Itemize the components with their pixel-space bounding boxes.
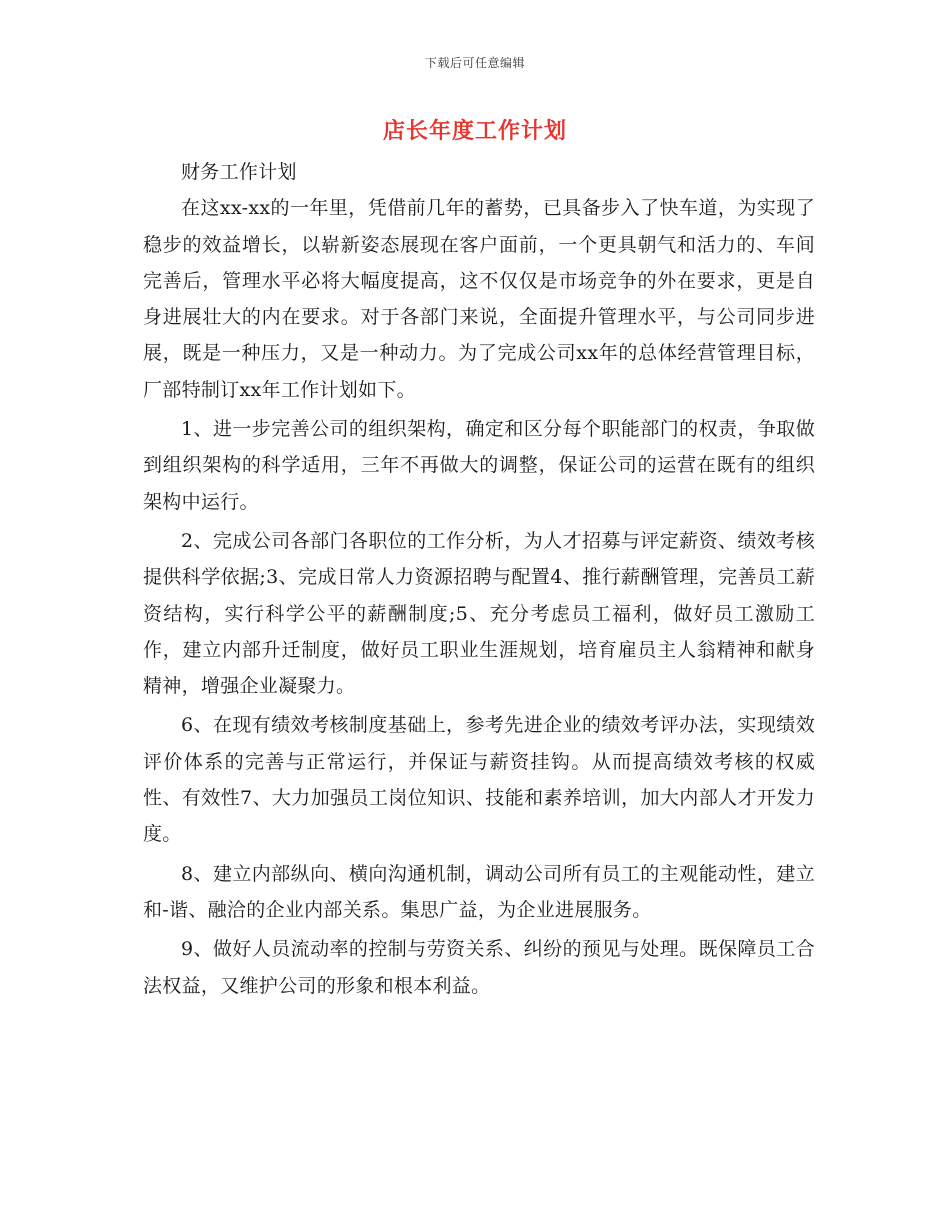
body-paragraph: 8、建立内部纵向、横向沟通机制，调动公司所有员工的主观能动性，建立和-谐、融洽的企业内部关系。集思广益，为企业进展服务。 — [143, 862, 815, 921]
section-heading: 财务工作计划 — [181, 161, 297, 183]
body-paragraph: 9、做好人员流动率的控制与劳资关系、纠纷的预见与处理。既保障员工合法权益，又维护公司的形象和根本利益。 — [143, 938, 815, 997]
header-note: 下载后可任意编辑 — [424, 56, 525, 70]
document-body — [143, 154, 815, 1004]
document-title: 店长年度工作计划 — [382, 118, 567, 144]
body-paragraph: 6、在现有绩效考核制度基础上，参考先进企业的绩效考评办法，实现绩效评价体系的完善与正常运行，并保证与薪资挂钩。从而提高绩效考核的权威性、有效性7、大力加强员工岗位知识、技能和素养培训，加大内部人才开发力度。 — [143, 714, 815, 846]
body-paragraph: 2、完成公司各部门各职位的工作分析，为人才招募与评定薪资、绩效考核提供科学依据;3、完成日常人力资源招聘与配置4、推行薪酬管理，完善员工薪资结构，实行科学公平的薪酬制度;5、充分考虑员工福利，做好员工激励工作，建立内部升迁制度，做好员工职业生涯规划，培育雇员主人翁精神和献身精神，增强企业凝聚力。 — [143, 529, 815, 698]
body-paragraph: 在这xx-xx的一年里，凭借前几年的蓄势，已具备步入了快车道，为实现了稳步的效益增长，以崭新姿态展现在客户面前，一个更具朝气和活力的、车间完善后，管理水平必将大幅度提高，这不仅仅是市场竞争的外在要求，更是自身进展壮大的内在要求。对于各部门来说，全面提升管理水平，与公司同步进展，既是一种压力，又是一种动力。为了完成公司xx年的总体经营管理目标，厂部特制订xx年工作计划如下。 — [143, 197, 815, 401]
body-paragraph: 1、进一步完善公司的组织架构，确定和区分每个职能部门的权责，争取做到组织架构的科学适用，三年不再做大的调整，保证公司的运营在既有的组织架构中运行。 — [143, 418, 815, 513]
